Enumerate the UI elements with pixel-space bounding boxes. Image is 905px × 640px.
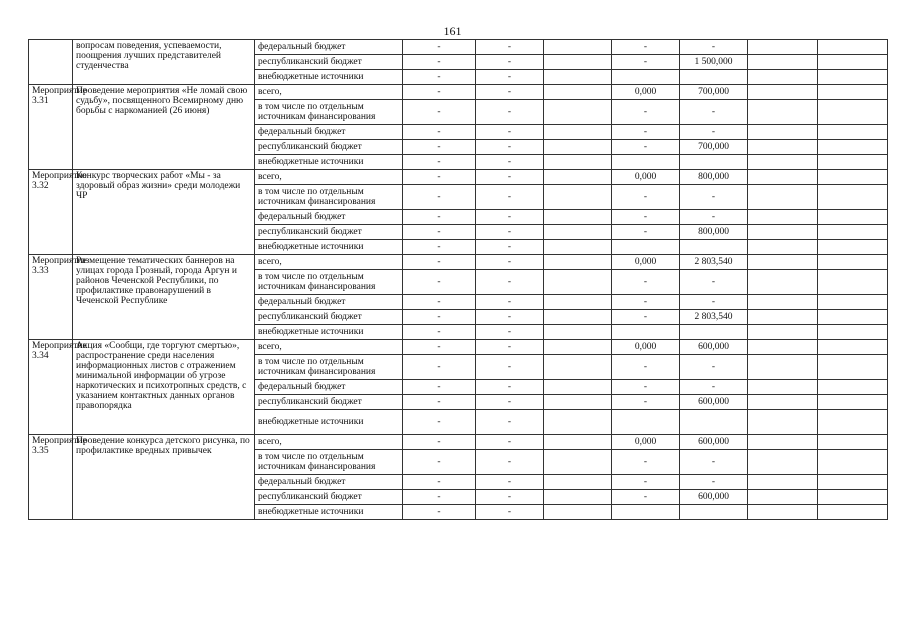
amount-cell: - (680, 40, 748, 55)
amount-cell (544, 85, 612, 100)
amount-cell (818, 210, 888, 225)
amount-cell: - (476, 325, 544, 340)
amount-cell: - (612, 395, 680, 410)
amount-cell: - (680, 210, 748, 225)
amount-cell (748, 170, 818, 185)
amount-cell: 0,000 (612, 435, 680, 450)
funding-source-label: всего, (255, 255, 403, 270)
amount-cell (748, 325, 818, 340)
amount-cell: - (403, 395, 476, 410)
amount-cell: - (612, 210, 680, 225)
measure-title: Проведение мероприятия «Не ломай свою судьбу», посвященного Всемирному дню борьбы с наркоманией (26 июня) (73, 85, 255, 170)
amount-cell: - (403, 450, 476, 475)
measure-code: Мероприятие 3.33 (29, 255, 73, 340)
amount-cell (544, 140, 612, 155)
amount-cell: - (476, 490, 544, 505)
amount-cell: - (476, 100, 544, 125)
amount-cell: - (476, 170, 544, 185)
amount-cell: - (476, 355, 544, 380)
amount-cell: - (680, 475, 748, 490)
amount-cell (748, 505, 818, 520)
amount-cell: - (403, 55, 476, 70)
amount-cell: - (476, 475, 544, 490)
amount-cell (680, 410, 748, 435)
amount-cell (612, 155, 680, 170)
amount-cell (748, 270, 818, 295)
amount-cell (748, 185, 818, 210)
amount-cell: - (476, 395, 544, 410)
amount-cell: - (680, 270, 748, 295)
table-row (29, 340, 888, 355)
amount-cell: - (403, 155, 476, 170)
amount-cell (818, 380, 888, 395)
page-number: 161 (443, 24, 462, 38)
amount-cell (612, 325, 680, 340)
amount-cell: - (403, 140, 476, 155)
amount-cell (544, 40, 612, 55)
measure-code: Мероприятие 3.31 (29, 85, 73, 170)
amount-cell: - (403, 85, 476, 100)
amount-cell (680, 325, 748, 340)
funding-source-label: всего, (255, 435, 403, 450)
funding-source-label: в том числе по отдельным источникам финансирования (255, 355, 403, 380)
measure-code (29, 40, 73, 85)
amount-cell (748, 310, 818, 325)
amount-cell (544, 100, 612, 125)
funding-source-label: в том числе по отдельным источникам финансирования (255, 185, 403, 210)
amount-cell: - (403, 185, 476, 210)
amount-cell (818, 140, 888, 155)
amount-cell: - (680, 125, 748, 140)
measure-code: Мероприятие 3.35 (29, 435, 73, 520)
funding-source-label: федеральный бюджет (255, 380, 403, 395)
amount-cell (544, 210, 612, 225)
amount-cell: - (680, 450, 748, 475)
amount-cell (748, 490, 818, 505)
amount-cell (818, 355, 888, 380)
amount-cell: - (612, 310, 680, 325)
funding-source-label: республиканский бюджет (255, 140, 403, 155)
amount-cell: - (476, 505, 544, 520)
amount-cell (612, 70, 680, 85)
amount-cell (818, 40, 888, 55)
amount-cell: - (476, 210, 544, 225)
amount-cell (544, 410, 612, 435)
budget-table (28, 39, 888, 520)
funding-source-label: внебюджетные источники (255, 240, 403, 255)
amount-cell (748, 380, 818, 395)
amount-cell (818, 55, 888, 70)
funding-source-label: в том числе по отдельным источникам финансирования (255, 100, 403, 125)
amount-cell (544, 380, 612, 395)
amount-cell (680, 505, 748, 520)
amount-cell: - (612, 100, 680, 125)
amount-cell (748, 355, 818, 380)
table-row (29, 435, 888, 450)
amount-cell: - (476, 85, 544, 100)
table-row (29, 40, 888, 55)
amount-cell: - (476, 155, 544, 170)
amount-cell: - (403, 240, 476, 255)
amount-cell (818, 85, 888, 100)
amount-cell: - (403, 225, 476, 240)
amount-cell: 600,000 (680, 340, 748, 355)
amount-cell (544, 395, 612, 410)
measure-title: вопросам поведения, успеваемости, поощрения лучших представителей студенчества (73, 40, 255, 85)
funding-source-label: федеральный бюджет (255, 475, 403, 490)
amount-cell (818, 395, 888, 410)
amount-cell (818, 70, 888, 85)
amount-cell: - (612, 490, 680, 505)
amount-cell: - (403, 325, 476, 340)
amount-cell: - (403, 355, 476, 380)
amount-cell (748, 55, 818, 70)
amount-cell: - (403, 125, 476, 140)
amount-cell: - (612, 40, 680, 55)
amount-cell (818, 240, 888, 255)
funding-source-label: федеральный бюджет (255, 210, 403, 225)
amount-cell (748, 450, 818, 475)
amount-cell: 700,000 (680, 85, 748, 100)
table-row (29, 85, 888, 100)
amount-cell: - (680, 380, 748, 395)
amount-cell (748, 70, 818, 85)
amount-cell (818, 225, 888, 240)
amount-cell: - (403, 255, 476, 270)
funding-source-label: республиканский бюджет (255, 490, 403, 505)
amount-cell (818, 170, 888, 185)
amount-cell: - (476, 310, 544, 325)
amount-cell: 1 500,000 (680, 55, 748, 70)
amount-cell: 2 803,540 (680, 310, 748, 325)
amount-cell: - (612, 475, 680, 490)
amount-cell: 600,000 (680, 395, 748, 410)
funding-source-label: внебюджетные источники (255, 505, 403, 520)
amount-cell (748, 225, 818, 240)
amount-cell (544, 70, 612, 85)
amount-cell: - (476, 240, 544, 255)
amount-cell: - (612, 125, 680, 140)
amount-cell: - (612, 270, 680, 295)
amount-cell (544, 170, 612, 185)
measure-title: Конкурс творческих работ «Мы - за здоровый образ жизни» среди молодежи ЧР (73, 170, 255, 255)
amount-cell (818, 155, 888, 170)
amount-cell (544, 295, 612, 310)
amount-cell (544, 325, 612, 340)
amount-cell: - (476, 225, 544, 240)
amount-cell (544, 185, 612, 210)
measure-title: Акция «Сообщи, где торгуют смертью», распространение среди населения информационных листов с отражением минимальной информации об угрозе наркотических и психотропных средств, с указанием контактных данных органов правопорядка (73, 340, 255, 435)
funding-source-label: федеральный бюджет (255, 40, 403, 55)
amount-cell (748, 295, 818, 310)
amount-cell: 600,000 (680, 435, 748, 450)
amount-cell: 0,000 (612, 340, 680, 355)
amount-cell (544, 340, 612, 355)
amount-cell: 700,000 (680, 140, 748, 155)
amount-cell: - (476, 410, 544, 435)
amount-cell (748, 410, 818, 435)
amount-cell (544, 240, 612, 255)
amount-cell (818, 340, 888, 355)
amount-cell (544, 355, 612, 380)
amount-cell (818, 435, 888, 450)
amount-cell (818, 410, 888, 435)
funding-source-label: в том числе по отдельным источникам финансирования (255, 270, 403, 295)
amount-cell: 2 803,540 (680, 255, 748, 270)
amount-cell (748, 85, 818, 100)
amount-cell: - (403, 100, 476, 125)
amount-cell (818, 450, 888, 475)
amount-cell: - (403, 490, 476, 505)
amount-cell (544, 155, 612, 170)
amount-cell (818, 100, 888, 125)
measure-title: Проведение конкурса детского рисунка, по профилактике вредных привычек (73, 435, 255, 520)
amount-cell (748, 395, 818, 410)
amount-cell: - (476, 295, 544, 310)
amount-cell (680, 70, 748, 85)
amount-cell: - (476, 125, 544, 140)
amount-cell: - (476, 255, 544, 270)
amount-cell (748, 210, 818, 225)
amount-cell (544, 505, 612, 520)
funding-source-label: республиканский бюджет (255, 55, 403, 70)
amount-cell: - (403, 270, 476, 295)
amount-cell (748, 240, 818, 255)
amount-cell (544, 435, 612, 450)
amount-cell: - (403, 40, 476, 55)
amount-cell: - (476, 40, 544, 55)
amount-cell: - (680, 355, 748, 380)
amount-cell: - (403, 210, 476, 225)
amount-cell (544, 450, 612, 475)
amount-cell: - (612, 295, 680, 310)
amount-cell: - (680, 185, 748, 210)
amount-cell: 800,000 (680, 225, 748, 240)
amount-cell (818, 490, 888, 505)
funding-source-label: внебюджетные источники (255, 410, 403, 435)
amount-cell (748, 435, 818, 450)
amount-cell: - (403, 475, 476, 490)
amount-cell (818, 310, 888, 325)
amount-cell: 0,000 (612, 85, 680, 100)
amount-cell: - (476, 55, 544, 70)
funding-source-label: федеральный бюджет (255, 125, 403, 140)
amount-cell: - (612, 355, 680, 380)
amount-cell: - (476, 340, 544, 355)
amount-cell: 600,000 (680, 490, 748, 505)
amount-cell (612, 410, 680, 435)
amount-cell (748, 340, 818, 355)
amount-cell (544, 310, 612, 325)
amount-cell (612, 505, 680, 520)
funding-source-label: внебюджетные источники (255, 155, 403, 170)
amount-cell (748, 140, 818, 155)
amount-cell: - (476, 70, 544, 85)
amount-cell: - (612, 450, 680, 475)
funding-source-label: республиканский бюджет (255, 225, 403, 240)
amount-cell (544, 475, 612, 490)
funding-source-label: всего, (255, 340, 403, 355)
amount-cell (544, 125, 612, 140)
funding-source-label: внебюджетные источники (255, 70, 403, 85)
amount-cell (818, 505, 888, 520)
amount-cell: - (612, 225, 680, 240)
amount-cell: - (612, 185, 680, 210)
amount-cell: - (403, 505, 476, 520)
amount-cell (818, 475, 888, 490)
amount-cell (748, 255, 818, 270)
amount-cell (544, 270, 612, 295)
funding-source-label: республиканский бюджет (255, 395, 403, 410)
funding-source-label: республиканский бюджет (255, 310, 403, 325)
funding-source-label: всего, (255, 85, 403, 100)
amount-cell: - (476, 435, 544, 450)
table-row (29, 170, 888, 185)
amount-cell: - (403, 170, 476, 185)
amount-cell: - (612, 55, 680, 70)
amount-cell: - (403, 310, 476, 325)
amount-cell: - (403, 340, 476, 355)
amount-cell: - (403, 435, 476, 450)
amount-cell (544, 225, 612, 240)
amount-cell (680, 240, 748, 255)
amount-cell: 800,000 (680, 170, 748, 185)
amount-cell (544, 490, 612, 505)
measure-title: Размещение тематических баннеров на улицах города Грозный, города Аргун и районов Чеченской Республики, по профилактике правонарушений в Чеченской Республике (73, 255, 255, 340)
amount-cell: - (403, 295, 476, 310)
amount-cell (748, 40, 818, 55)
amount-cell: - (476, 270, 544, 295)
funding-source-label: федеральный бюджет (255, 295, 403, 310)
amount-cell (748, 100, 818, 125)
amount-cell: - (403, 380, 476, 395)
amount-cell: - (403, 410, 476, 435)
amount-cell: - (403, 70, 476, 85)
amount-cell (818, 325, 888, 340)
amount-cell: - (476, 380, 544, 395)
amount-cell (818, 295, 888, 310)
amount-cell (748, 125, 818, 140)
amount-cell: - (476, 140, 544, 155)
amount-cell: - (612, 380, 680, 395)
amount-cell (818, 125, 888, 140)
funding-source-label: внебюджетные источники (255, 325, 403, 340)
amount-cell: - (476, 450, 544, 475)
amount-cell (680, 155, 748, 170)
amount-cell (818, 185, 888, 210)
table-row (29, 255, 888, 270)
amount-cell (748, 155, 818, 170)
amount-cell: - (612, 140, 680, 155)
measure-code: Мероприятие 3.32 (29, 170, 73, 255)
amount-cell (748, 475, 818, 490)
funding-source-label: всего, (255, 170, 403, 185)
amount-cell (544, 55, 612, 70)
budget-table-body (29, 40, 888, 520)
measure-code: Мероприятие 3.34 (29, 340, 73, 435)
amount-cell: 0,000 (612, 170, 680, 185)
amount-cell (544, 255, 612, 270)
amount-cell: - (680, 100, 748, 125)
amount-cell (612, 240, 680, 255)
amount-cell: - (476, 185, 544, 210)
funding-source-label: в том числе по отдельным источникам финансирования (255, 450, 403, 475)
amount-cell: - (680, 295, 748, 310)
amount-cell (818, 255, 888, 270)
amount-cell: 0,000 (612, 255, 680, 270)
amount-cell (818, 270, 888, 295)
